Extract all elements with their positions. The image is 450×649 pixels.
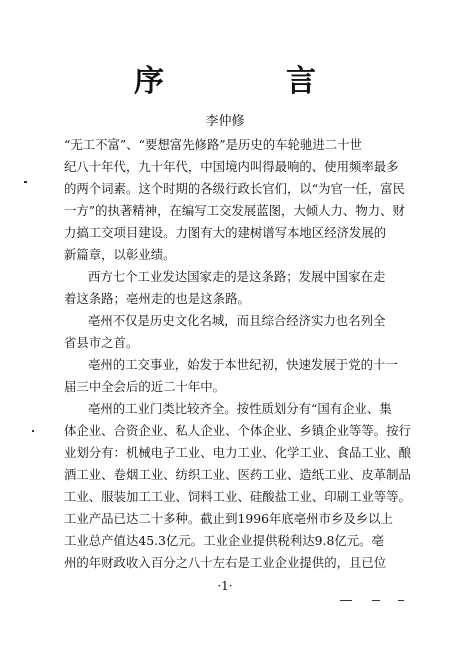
page-title: 序 言 xyxy=(134,64,362,99)
text-line: 工业产品已达二十多种。截止到1996年底亳州市乡及乡以上 xyxy=(64,511,393,526)
text-line: “无工不富”、“要想富先修路”是历史的车轮驰进二十世 xyxy=(64,137,362,152)
text-line: 新篇章，以彰业绩。 xyxy=(64,247,176,262)
text-line: 力搞工交项目建设。力图有大的建树谱写本地区经济发展的 xyxy=(64,225,387,240)
text-line: 业划分有：机械电子工业、电力工业、化学工业、食品工业、酿 xyxy=(64,445,411,460)
scan-speck xyxy=(340,600,352,601)
text-line: 亳州的工业门类比较齐全。按性质划分有“国有企业、集 xyxy=(88,401,392,416)
text-line: 酒工业、卷烟工业、纺织工业、医药工业、造纸工业、皮革制品 xyxy=(64,467,411,482)
scan-speck xyxy=(398,600,404,601)
page-number: ·1· xyxy=(217,579,233,593)
text-line: 体企业、合资企业、私人企业、个体企业、乡镇企业等等。按行 xyxy=(64,423,411,438)
scan-speck xyxy=(372,600,380,601)
text-line: 州的年财政收入百分之八十左右是工业企业提供的，且已位 xyxy=(64,555,387,570)
text-line: 西方七个工业发达国家走的是这条路；发展中国家在走 xyxy=(88,269,386,284)
scan-speck xyxy=(24,181,27,183)
text-line: 亳州的工交事业，始发于本世纪初，快速发展于党的十一 xyxy=(88,357,398,372)
text-line: 工业总产值达45.3亿元。工业企业提供税利达9.8亿元。亳 xyxy=(64,533,384,548)
author-name: 李仲修 xyxy=(205,114,245,129)
text-line: 着这条路；亳州走的也是这条路。 xyxy=(64,291,250,306)
text-line: 届三中全会后的近二十年中。 xyxy=(64,379,226,394)
scan-speck xyxy=(32,430,34,432)
text-line: 一方”的执著精神，在编写工交发展蓝图，大倾人力、物力、财 xyxy=(64,203,405,218)
text-line: 的两个词素。这个时期的各级行政长官们，以“为官一任，富民 xyxy=(64,181,405,196)
text-line: 亳州不仅是历史文化名城，而且综合经济实力也名列全 xyxy=(88,313,386,328)
text-line: 工业、服装加工工业、饲料工业、硅酸盐工业、印刷工业等等。 xyxy=(64,489,411,504)
text-line: 纪八十年代，九十年代，中国境内叫得最响的、使用频率最多 xyxy=(64,159,399,174)
text-line: 省县市之首。 xyxy=(64,335,139,350)
